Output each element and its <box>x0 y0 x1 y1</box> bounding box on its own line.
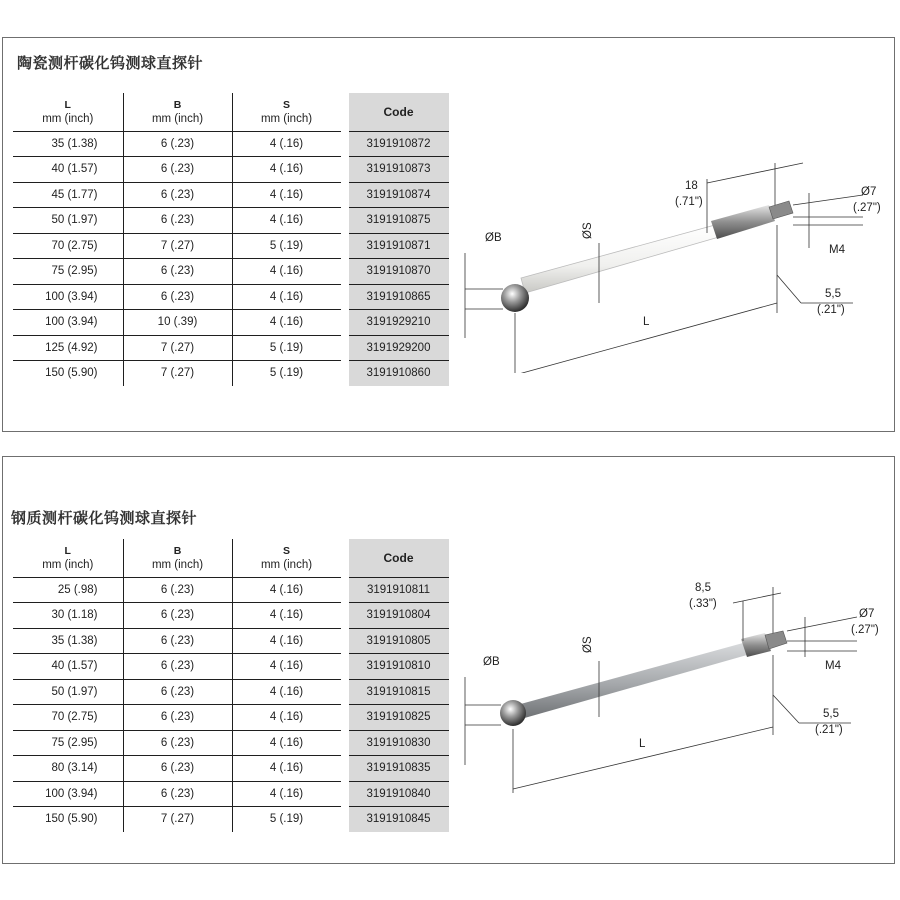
col-header-b: B mm (inch) <box>123 93 232 131</box>
table-row <box>13 781 449 807</box>
ceramic-probe-diagram <box>453 113 883 373</box>
table-row <box>13 730 449 756</box>
dim-ball-label: ØB <box>485 232 502 244</box>
cell-stem: 4 (.16) <box>232 679 345 705</box>
cell-code: 3191910810 <box>345 654 449 680</box>
cell-stem: 4 (.16) <box>232 310 345 336</box>
table-row <box>13 182 449 208</box>
table-row <box>13 807 449 832</box>
cell-stem: 4 (.16) <box>232 131 345 157</box>
cell-length: 100 (3.94) <box>13 310 123 336</box>
cell-ball: 6 (.23) <box>123 577 232 603</box>
cell-length: 70 (2.75) <box>13 705 123 731</box>
probe-thread <box>765 631 787 649</box>
cell-code: 3191910830 <box>345 730 449 756</box>
dim-top-label: 18 <box>685 180 698 192</box>
cell-length: 150 (5.90) <box>13 807 123 832</box>
cell-length: 80 (3.14) <box>13 756 123 782</box>
cell-stem: 4 (.16) <box>232 182 345 208</box>
cell-code: 3191929210 <box>345 310 449 336</box>
cell-ball: 6 (.23) <box>123 157 232 183</box>
dim-ball-label: ØB <box>483 656 500 668</box>
cell-code: 3191910811 <box>345 577 449 603</box>
steel-probe-diagram <box>453 567 883 827</box>
dim-side-inch-label: (.21") <box>815 724 843 736</box>
cell-length: 75 (2.95) <box>13 730 123 756</box>
probe-stem <box>517 643 747 719</box>
dim-dia-inch-label: (.27") <box>851 624 879 636</box>
table-row <box>13 208 449 234</box>
cell-ball: 7 (.27) <box>123 335 232 361</box>
cell-code: 3191910875 <box>345 208 449 234</box>
cell-length: 70 (2.75) <box>13 233 123 259</box>
cell-stem: 5 (.19) <box>232 335 345 361</box>
cell-code: 3191929200 <box>345 335 449 361</box>
cell-ball: 6 (.23) <box>123 131 232 157</box>
cell-code: 3191910860 <box>345 361 449 386</box>
col-header-s: S mm (inch) <box>232 539 345 577</box>
cell-stem: 4 (.16) <box>232 654 345 680</box>
cell-stem: 4 (.16) <box>232 628 345 654</box>
probe-ball <box>501 284 529 312</box>
cell-code: 3191910825 <box>345 705 449 731</box>
cell-length: 50 (1.97) <box>13 679 123 705</box>
cell-code: 3191910872 <box>345 131 449 157</box>
dim-length-label: L <box>639 738 646 750</box>
cell-stem: 5 (.19) <box>232 807 345 832</box>
cell-ball: 7 (.27) <box>123 233 232 259</box>
dim-top-inch-label: (.71") <box>675 196 703 208</box>
col-header-b: B mm (inch) <box>123 539 232 577</box>
cell-code: 3191910840 <box>345 781 449 807</box>
probe-stem <box>521 225 719 293</box>
cell-stem: 4 (.16) <box>232 259 345 285</box>
cell-code: 3191910873 <box>345 157 449 183</box>
spec-table <box>13 93 449 386</box>
table-row <box>13 335 449 361</box>
steel-probe-panel <box>2 456 895 864</box>
cell-stem: 4 (.16) <box>232 284 345 310</box>
cell-ball: 6 (.23) <box>123 182 232 208</box>
cell-stem: 4 (.16) <box>232 756 345 782</box>
cell-code: 3191910804 <box>345 603 449 629</box>
dim-thread-label: M4 <box>829 244 845 256</box>
table-row <box>13 131 449 157</box>
dim-dia-label: Ø7 <box>859 608 875 620</box>
cell-code: 3191910805 <box>345 628 449 654</box>
cell-length: 125 (4.92) <box>13 335 123 361</box>
dim-dia-label: Ø7 <box>861 186 877 198</box>
dim-top-inch-label: (.33") <box>689 598 717 610</box>
cell-ball: 6 (.23) <box>123 284 232 310</box>
cell-length: 50 (1.97) <box>13 208 123 234</box>
probe-thread <box>769 201 793 219</box>
cell-ball: 10 (.39) <box>123 310 232 336</box>
table-row <box>13 361 449 386</box>
table-row <box>13 233 449 259</box>
dim-side-inch-label: (.21") <box>817 304 845 316</box>
cell-stem: 5 (.19) <box>232 361 345 386</box>
cell-ball: 6 (.23) <box>123 654 232 680</box>
cell-ball: 6 (.23) <box>123 208 232 234</box>
cell-length: 150 (5.90) <box>13 361 123 386</box>
cell-ball: 6 (.23) <box>123 259 232 285</box>
cell-code: 3191910871 <box>345 233 449 259</box>
table-row <box>13 679 449 705</box>
col-header-code: Code <box>345 93 449 131</box>
col-header-l: L mm (inch) <box>13 93 123 131</box>
col-header-code: Code <box>345 539 449 577</box>
cell-length: 45 (1.77) <box>13 182 123 208</box>
dim-side-label: 5,5 <box>823 708 839 720</box>
dim-stem-label: ØS <box>582 222 594 239</box>
cell-ball: 6 (.23) <box>123 730 232 756</box>
cell-length: 40 (1.57) <box>13 654 123 680</box>
cell-length: 35 (1.38) <box>13 628 123 654</box>
cell-length: 100 (3.94) <box>13 781 123 807</box>
dim-top-label: 8,5 <box>695 582 711 594</box>
table-row <box>13 756 449 782</box>
dim-length-label: L <box>643 316 650 328</box>
cell-ball: 7 (.27) <box>123 361 232 386</box>
cell-ball: 6 (.23) <box>123 705 232 731</box>
table-header-row <box>13 93 449 131</box>
table-row <box>13 705 449 731</box>
cell-length: 100 (3.94) <box>13 284 123 310</box>
panel-title: 钢质测杆碳化钨测球直探针 <box>11 509 198 527</box>
probe-ball <box>500 700 526 726</box>
cell-ball: 6 (.23) <box>123 781 232 807</box>
cell-stem: 4 (.16) <box>232 781 345 807</box>
dim-dia-inch-label: (.27") <box>853 202 881 214</box>
table-row <box>13 259 449 285</box>
cell-ball: 6 (.23) <box>123 628 232 654</box>
ceramic-probe-panel <box>2 37 895 432</box>
cell-length: 25 (.98) <box>13 577 123 603</box>
cell-length: 30 (1.18) <box>13 603 123 629</box>
col-header-s: S mm (inch) <box>232 93 345 131</box>
probe-body <box>711 205 775 239</box>
dim-thread-label: M4 <box>825 660 841 672</box>
dim-stem-label: ØS <box>582 636 594 653</box>
cell-code: 3191910815 <box>345 679 449 705</box>
cell-code: 3191910845 <box>345 807 449 832</box>
cell-length: 35 (1.38) <box>13 131 123 157</box>
col-header-l: L mm (inch) <box>13 539 123 577</box>
cell-stem: 4 (.16) <box>232 577 345 603</box>
cell-ball: 6 (.23) <box>123 756 232 782</box>
cell-ball: 6 (.23) <box>123 679 232 705</box>
cell-ball: 7 (.27) <box>123 807 232 832</box>
cell-stem: 4 (.16) <box>232 157 345 183</box>
table-row <box>13 310 449 336</box>
panel-title: 陶瓷测杆碳化钨测球直探针 <box>17 54 204 72</box>
table-row <box>13 284 449 310</box>
cell-length: 40 (1.57) <box>13 157 123 183</box>
cell-code: 3191910835 <box>345 756 449 782</box>
cell-stem: 4 (.16) <box>232 730 345 756</box>
spec-table <box>13 539 449 832</box>
table-header-row <box>13 539 449 577</box>
dim-side-label: 5,5 <box>825 288 841 300</box>
cell-code: 3191910865 <box>345 284 449 310</box>
cell-ball: 6 (.23) <box>123 603 232 629</box>
table-row <box>13 603 449 629</box>
cell-length: 75 (2.95) <box>13 259 123 285</box>
table-row <box>13 628 449 654</box>
cell-stem: 4 (.16) <box>232 705 345 731</box>
cell-code: 3191910874 <box>345 182 449 208</box>
table-row <box>13 577 449 603</box>
cell-stem: 4 (.16) <box>232 208 345 234</box>
table-row <box>13 654 449 680</box>
cell-stem: 4 (.16) <box>232 603 345 629</box>
table-row <box>13 157 449 183</box>
cell-stem: 5 (.19) <box>232 233 345 259</box>
cell-code: 3191910870 <box>345 259 449 285</box>
